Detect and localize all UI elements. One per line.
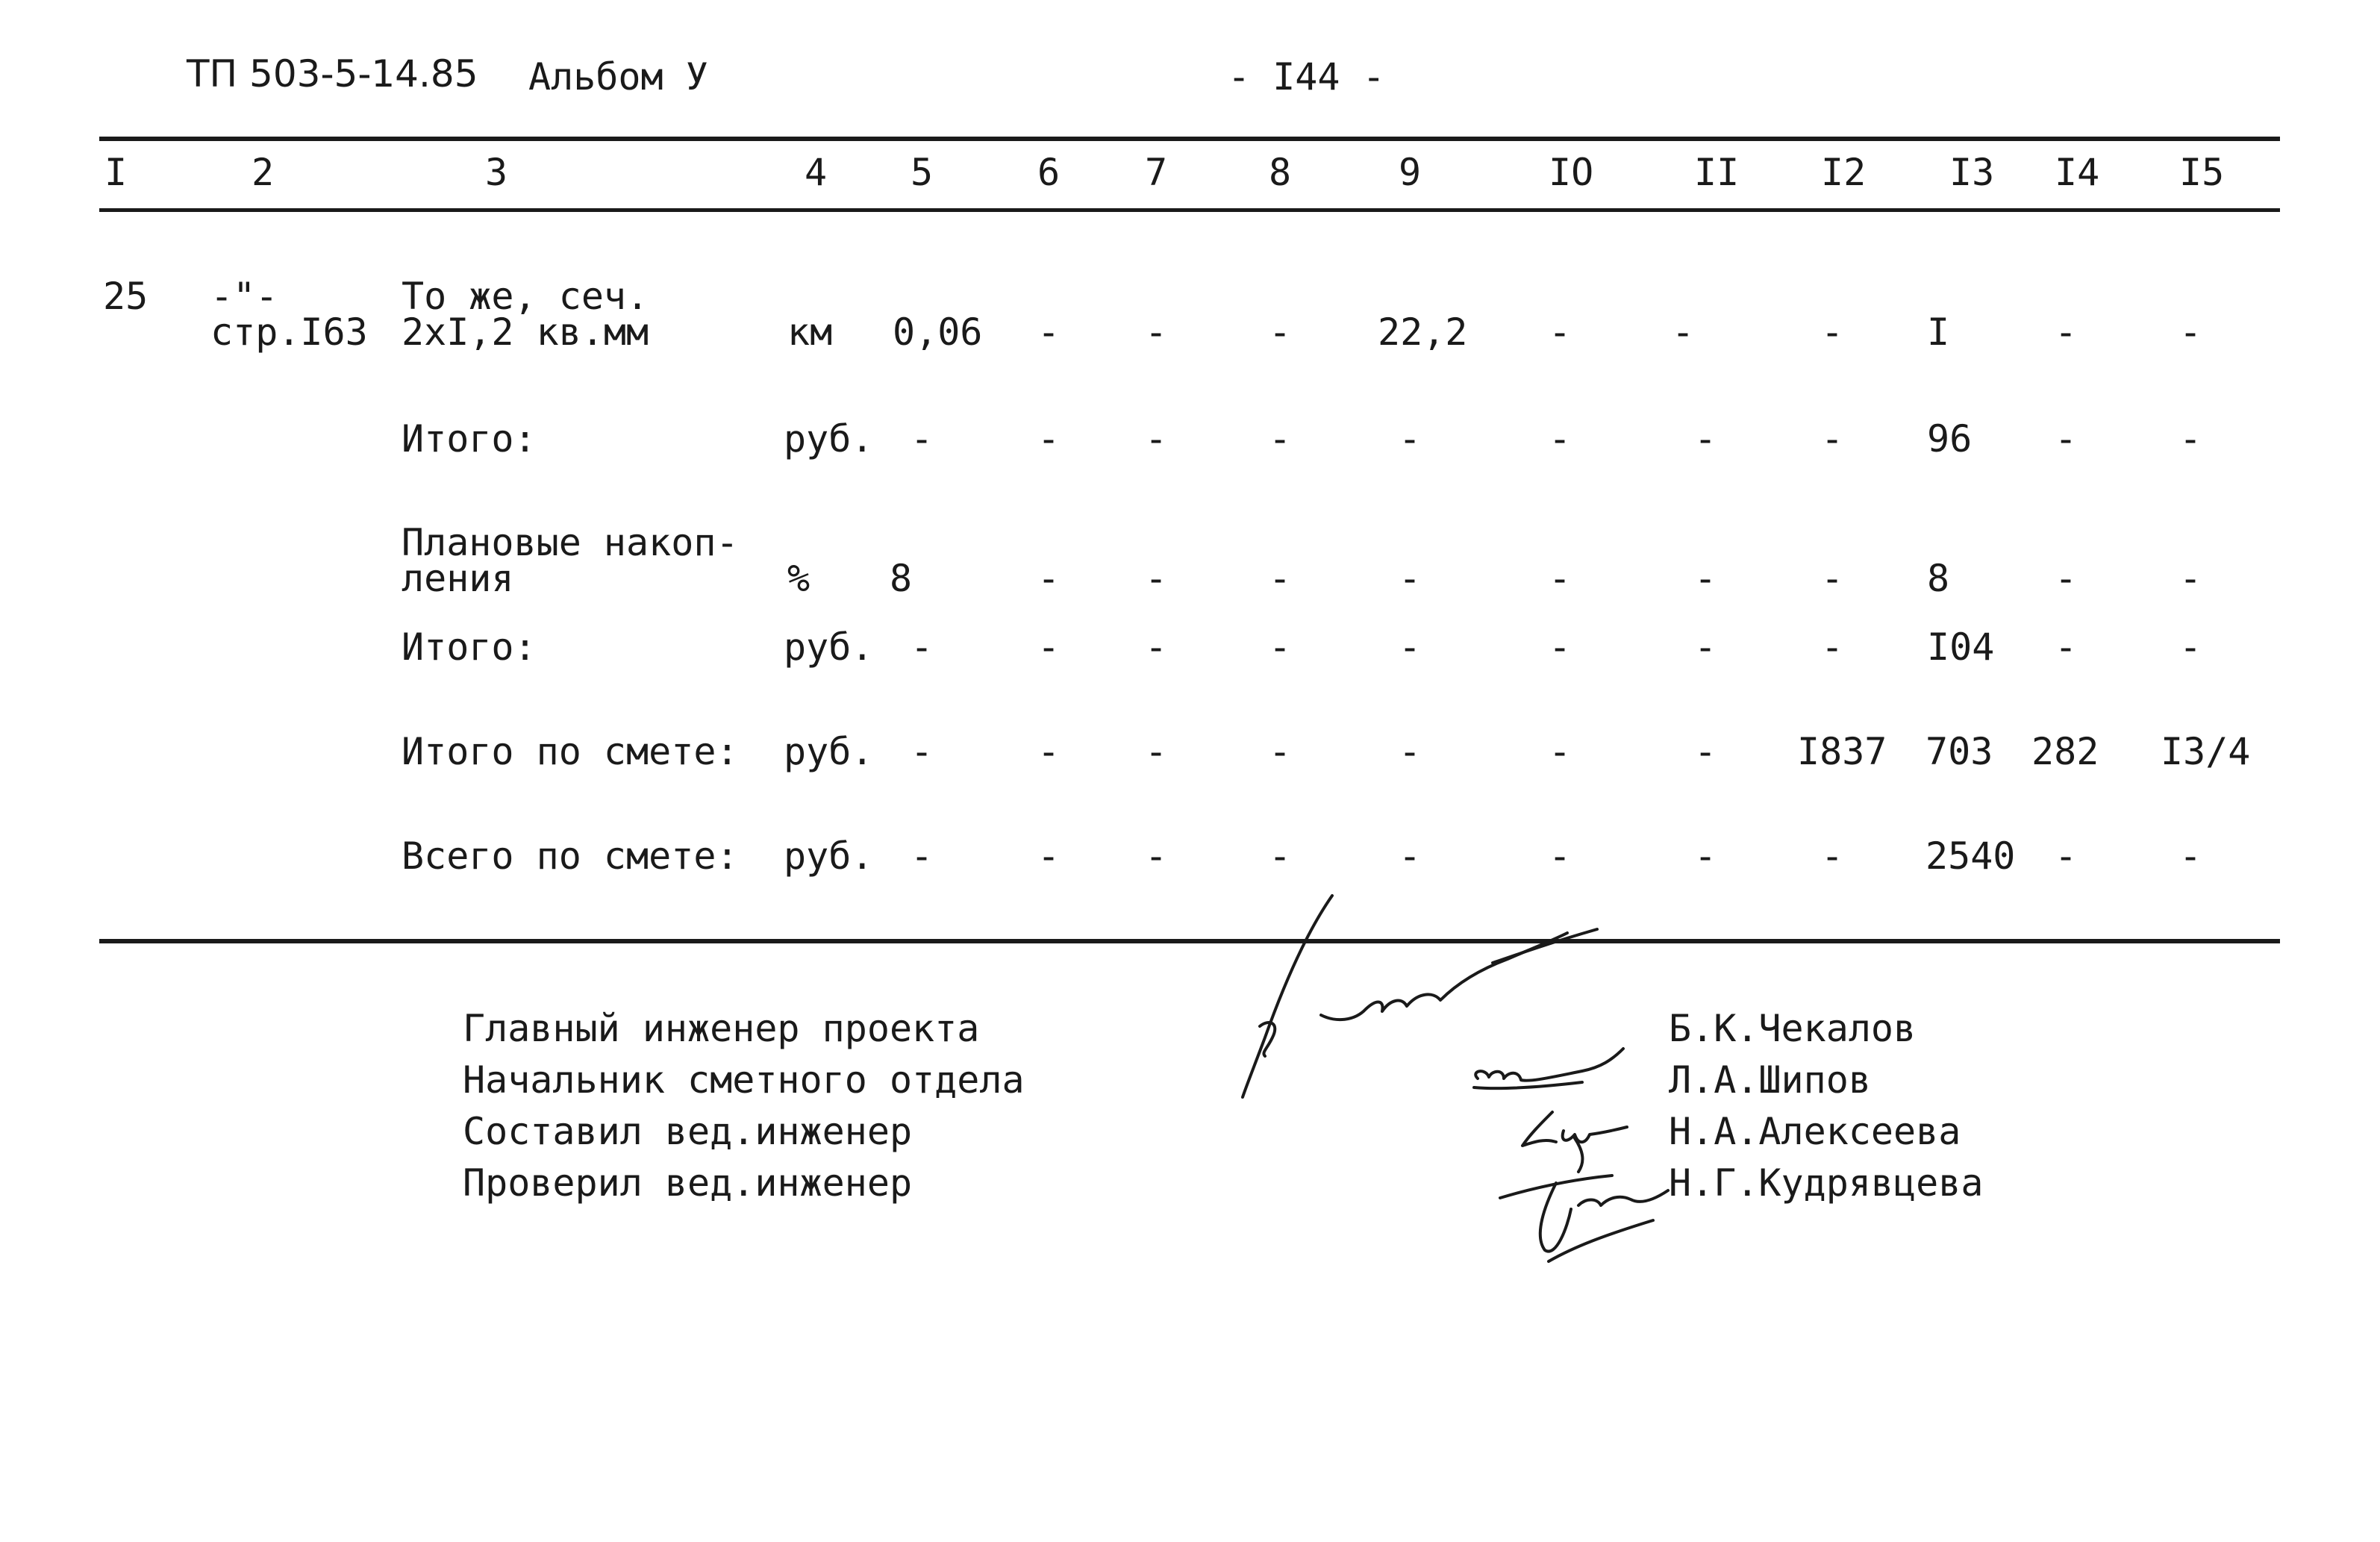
cell-c11: - (1694, 557, 1717, 600)
cell-c5: - (911, 834, 934, 878)
signature-checker-icon (1493, 1153, 1687, 1265)
row-unit: руб. (784, 834, 874, 878)
cell-c8: - (1269, 730, 1292, 773)
cell-c14: 282 (2031, 730, 2099, 773)
cell-c13: 96 (1927, 417, 1973, 461)
cell-c6: - (1037, 417, 1061, 461)
row-name-line1: Итого: (402, 625, 537, 669)
cell-c14: - (2055, 834, 2078, 878)
cell-c15: - (2179, 417, 2202, 461)
row-name-line1: Итого по смете: (402, 730, 739, 773)
cell-c8: - (1269, 834, 1292, 878)
signature-role: Главный инженер проекта (463, 1007, 980, 1050)
cell-c8: - (1269, 310, 1292, 354)
cell-c10: - (1549, 557, 1572, 600)
signature-role: Начальник сметного отдела (463, 1058, 1025, 1102)
cell-c12: - (1821, 834, 1844, 878)
column-header-8: 8 (1269, 151, 1292, 194)
cell-c9: - (1399, 730, 1422, 773)
cell-c14: - (2055, 625, 2078, 669)
top-rule (99, 137, 2280, 141)
column-header-10: IO (1549, 151, 1594, 194)
cell-c5: 0,06 (893, 310, 983, 354)
cell-c11: - (1694, 730, 1717, 773)
cell-c12: - (1821, 625, 1844, 669)
row-ref-ditto: -"- (210, 275, 278, 318)
cell-c14: - (2055, 417, 2078, 461)
cell-c8: - (1269, 417, 1292, 461)
cell-c11: - (1672, 310, 1695, 354)
cell-c13: 8 (1927, 557, 1950, 600)
row-unit: км (787, 310, 833, 354)
cell-c13: I (1927, 310, 1950, 354)
cell-c6: - (1037, 625, 1061, 669)
row-unit: % (787, 557, 810, 600)
header-bottom-rule (99, 208, 2280, 212)
page-number: - I44 - (1228, 55, 1385, 99)
cell-c10: - (1549, 417, 1572, 461)
column-header-9: 9 (1399, 151, 1422, 194)
cell-c13: 2540 (1925, 834, 2016, 878)
cell-c7: - (1145, 417, 1168, 461)
cell-c11: - (1694, 625, 1717, 669)
cell-c11: - (1694, 417, 1717, 461)
table-bottom-rule (99, 939, 2280, 943)
row-name-line1: Итого: (402, 417, 537, 461)
column-header-2: 2 (252, 151, 275, 194)
row-name-line1: То же, сеч. (402, 275, 649, 318)
cell-c15: - (2179, 625, 2202, 669)
doc-code: ТП 503-5-14.85 (187, 52, 478, 96)
column-header-3: 3 (485, 151, 508, 194)
cell-c15: - (2179, 310, 2202, 354)
row-unit: руб. (784, 730, 874, 773)
cell-c13: I04 (1927, 625, 1995, 669)
album-label: Альбом У (528, 55, 708, 99)
row-name-line1: Плановые накоп- (402, 521, 739, 564)
cell-c14: - (2055, 310, 2078, 354)
cell-c10: - (1549, 310, 1572, 354)
cell-c6: - (1037, 730, 1061, 773)
signature-name: Н.А.Алексеева (1669, 1110, 1961, 1153)
cell-c7: - (1145, 625, 1168, 669)
cell-c7: - (1145, 557, 1168, 600)
cell-c5: - (911, 730, 934, 773)
row-name-line2: ления (402, 557, 514, 600)
cell-c13: 703 (1925, 730, 1993, 773)
cell-c9: - (1399, 557, 1422, 600)
cell-c9: 22,2 (1378, 310, 1468, 354)
column-header-4: 4 (805, 151, 828, 194)
signature-role: Проверил вед.инженер (463, 1161, 913, 1205)
row-ref-page: стр.I63 (210, 310, 368, 354)
cell-c15: - (2179, 834, 2202, 878)
cell-c5: - (911, 625, 934, 669)
cell-c6: - (1037, 834, 1061, 878)
cell-c15: - (2179, 557, 2202, 600)
column-header-1: I (104, 151, 128, 194)
column-header-7: 7 (1145, 151, 1168, 194)
signature-name: Л.А.Шипов (1669, 1058, 1871, 1102)
row-unit: руб. (784, 625, 874, 669)
cell-c6: - (1037, 557, 1061, 600)
cell-c7: - (1145, 310, 1168, 354)
column-header-6: 6 (1037, 151, 1061, 194)
cell-c14: - (2055, 557, 2078, 600)
cell-c15: I3/4 (2161, 730, 2251, 773)
cell-c5: 8 (890, 557, 913, 600)
cell-c12: I837 (1797, 730, 1887, 773)
cell-c10: - (1549, 730, 1572, 773)
cell-c10: - (1549, 834, 1572, 878)
cell-c11: - (1694, 834, 1717, 878)
column-header-11: II (1694, 151, 1740, 194)
row-name-line1: Всего по смете: (402, 834, 739, 878)
cell-c7: - (1145, 730, 1168, 773)
cell-c8: - (1269, 625, 1292, 669)
column-header-12: I2 (1821, 151, 1867, 194)
cell-c9: - (1399, 834, 1422, 878)
cell-c7: - (1145, 834, 1168, 878)
cell-c9: - (1399, 417, 1422, 461)
cell-c12: - (1821, 557, 1844, 600)
signature-role: Составил вед.инженер (463, 1110, 913, 1153)
row-number: 25 (103, 275, 149, 318)
column-header-5: 5 (911, 151, 934, 194)
signature-name: Б.К.Чекалов (1669, 1007, 1917, 1050)
cell-c10: - (1549, 625, 1572, 669)
cell-c6: - (1037, 310, 1061, 354)
cell-c12: - (1821, 310, 1844, 354)
cell-c9: - (1399, 625, 1422, 669)
cell-c5: - (911, 417, 934, 461)
signature-name: Н.Г.Кудрявцева (1669, 1161, 1984, 1205)
cell-c8: - (1269, 557, 1292, 600)
column-header-15: I5 (2179, 151, 2225, 194)
cell-c12: - (1821, 417, 1844, 461)
row-name-line2: 2хI,2 кв.мм (402, 310, 649, 354)
column-header-13: I3 (1949, 151, 1995, 194)
row-unit: руб. (784, 417, 874, 461)
column-header-14: I4 (2055, 151, 2100, 194)
